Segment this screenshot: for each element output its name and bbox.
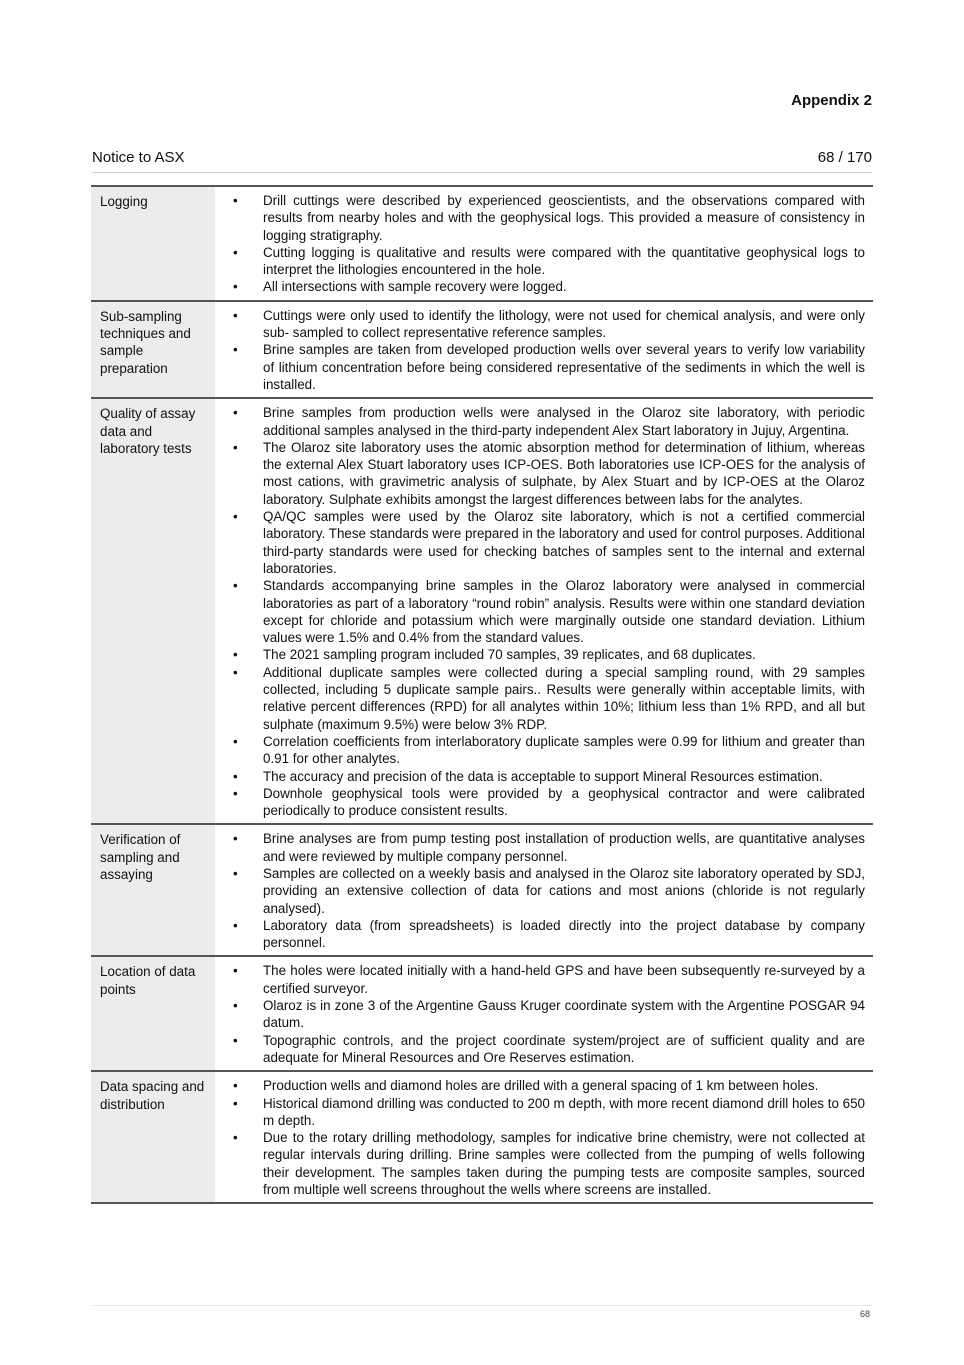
bullet-list <box>229 830 865 951</box>
table-row-quality-assay <box>91 398 873 824</box>
bullet-list <box>229 962 865 1066</box>
table-row-verification <box>91 824 873 956</box>
bullet-item: • QA/QC samples were used by the Olaroz site laboratory, which is not a certified commercial laboratory. These standards were prepared in the laboratory and used for control purposes. Additional third-party standards were used for checking batches of samples sent to the internal and external laboratories. <box>229 508 865 577</box>
table-row-logging <box>91 186 873 301</box>
bullet-item: • The Olaroz site laboratory uses the atomic absorption method for determination of lithium, whereas the external Alex Stuart laboratory uses ICP-OES. Both laboratories use ICP-OES for the analysis of most cations, with gravimetric analysis of sulphate, by Alex Stuart and by ICP-OES at the Olaroz laboratory. Sulphate exhibits amongst the largest differences between labs for the analytes. <box>229 439 865 508</box>
bullet-item: • Cuttings were only used to identify the lithology, were not used for chemical analysis, and were only sub- sampled to collect representative reference samples. <box>229 307 865 342</box>
row-label: Verification of sampling and assaying <box>91 824 215 956</box>
bullet-item: • Brine samples are taken from developed production wells over several years to verify low variability of lithium concentration before being considered representative of the sediments in which the well is installed. <box>229 341 865 393</box>
footer-divider <box>92 1305 872 1306</box>
row-label: Logging <box>91 186 215 301</box>
bullet-list <box>229 307 865 393</box>
bullet-item: • Topographic controls, and the project coordinate system/project are of sufficient quality and are adequate for Mineral Resources and Ore Reserves estimation. <box>229 1032 865 1067</box>
page-header <box>92 149 872 166</box>
jorc-table <box>91 185 873 1204</box>
row-label: Quality of assay data and laboratory tests <box>91 398 215 824</box>
bullet-item: • Olaroz is in zone 3 of the Argentine Gauss Kruger coordinate system with the Argentine POSGAR 94 datum. <box>229 997 865 1032</box>
row-content <box>215 956 873 1071</box>
row-content <box>215 1071 873 1203</box>
header-page-number: 68 / 170 <box>817 149 872 166</box>
bullet-item: • Production wells and diamond holes are drilled with a general spacing of 1 km between holes. <box>229 1077 865 1094</box>
bullet-item: • Historical diamond drilling was conducted to 200 m depth, with more recent diamond drill holes to 650 m depth. <box>229 1095 865 1130</box>
bullet-list <box>229 1077 865 1198</box>
header-divider <box>92 172 872 173</box>
row-label: Location of data points <box>91 956 215 1071</box>
bullet-item: • Downhole geophysical tools were provided by a geophysical contractor and were calibrated periodically to produce consistent results. <box>229 785 865 820</box>
bullet-item: • The accuracy and precision of the data is acceptable to support Mineral Resources estimation. <box>229 768 865 785</box>
row-content <box>215 186 873 301</box>
row-content <box>215 398 873 824</box>
bullet-item: • Brine samples from production wells were analysed in the Olaroz site laboratory, with periodic additional samples analysed in the third-party independent Alex Start laboratory in Jujuy, Argentina. <box>229 404 865 439</box>
bullet-list <box>229 404 865 819</box>
row-content <box>215 301 873 398</box>
bullet-item: • Correlation coefficients from interlaboratory duplicate samples were 0.99 for lithium and greater than 0.91 for other analytes. <box>229 733 865 768</box>
bullet-list <box>229 192 865 296</box>
bullet-item: • The holes were located initially with a hand-held GPS and have been subsequently re-surveyed by a certified surveyor. <box>229 962 865 997</box>
bullet-item: • Due to the rotary drilling methodology, samples for indicative brine chemistry, were not collected at regular intervals during drilling. Brine samples were collected from the pumping of wells following their development. The samples taken during the pumping tests are composite samples, sourced from multiple well screens throughout the wells where screens are installed. <box>229 1129 865 1198</box>
appendix-title: Appendix 2 <box>791 92 872 109</box>
row-content <box>215 824 873 956</box>
bullet-item: • Samples are collected on a weekly basis and analysed in the Olaroz site laboratory operated by SDJ, providing an extensive collection of data for cations and most anions (chloride is not regularly analysed). <box>229 865 865 917</box>
row-label: Sub-sampling techniques and sample preparation <box>91 301 215 398</box>
bullet-item: • Additional duplicate samples were collected during a special sampling round, with 29 samples collected, including 5 duplicate sample pairs.. Results were generally within acceptable limits, with relative percent differences (RPD) for all analytes within 10%; lithium less than 1% RPD, and all but sulphate (maximum 9.5%) were below 3% RDP. <box>229 664 865 733</box>
header-title: Notice to ASX <box>92 149 185 166</box>
table-row-data-spacing <box>91 1071 873 1203</box>
table-row-sub-sampling <box>91 301 873 398</box>
bullet-item: • All intersections with sample recovery were logged. <box>229 278 865 295</box>
bullet-item: • Brine analyses are from pump testing post installation of production wells, are quantitative analyses and were reviewed by multiple company personnel. <box>229 830 865 865</box>
row-label: Data spacing and distribution <box>91 1071 215 1203</box>
footer-page-number: 68 <box>859 1309 870 1319</box>
bullet-item: • Cutting logging is qualitative and results were compared with the quantitative geophysical logs to interpret the lithologies encountered in the hole. <box>229 244 865 279</box>
bullet-item: • The 2021 sampling program included 70 samples, 39 replicates, and 68 duplicates. <box>229 646 865 663</box>
table-row-location <box>91 956 873 1071</box>
bullet-item: • Laboratory data (from spreadsheets) is loaded directly into the project database by company personnel. <box>229 917 865 952</box>
bullet-item: • Standards accompanying brine samples in the Olaroz laboratory were analysed in commercial laboratories as part of a laboratory “round robin” analysis. Results were within one standard deviation except for chloride and potassium which were marginally outside one standard deviation. Lithium values were 1.5% and 0.4% from the standard values. <box>229 577 865 646</box>
bullet-item: • Drill cuttings were described by experienced geoscientists, and the observations compared with results from nearby holes and with the geophysical logs. This provided a measure of consistency in logging stratigraphy. <box>229 192 865 244</box>
